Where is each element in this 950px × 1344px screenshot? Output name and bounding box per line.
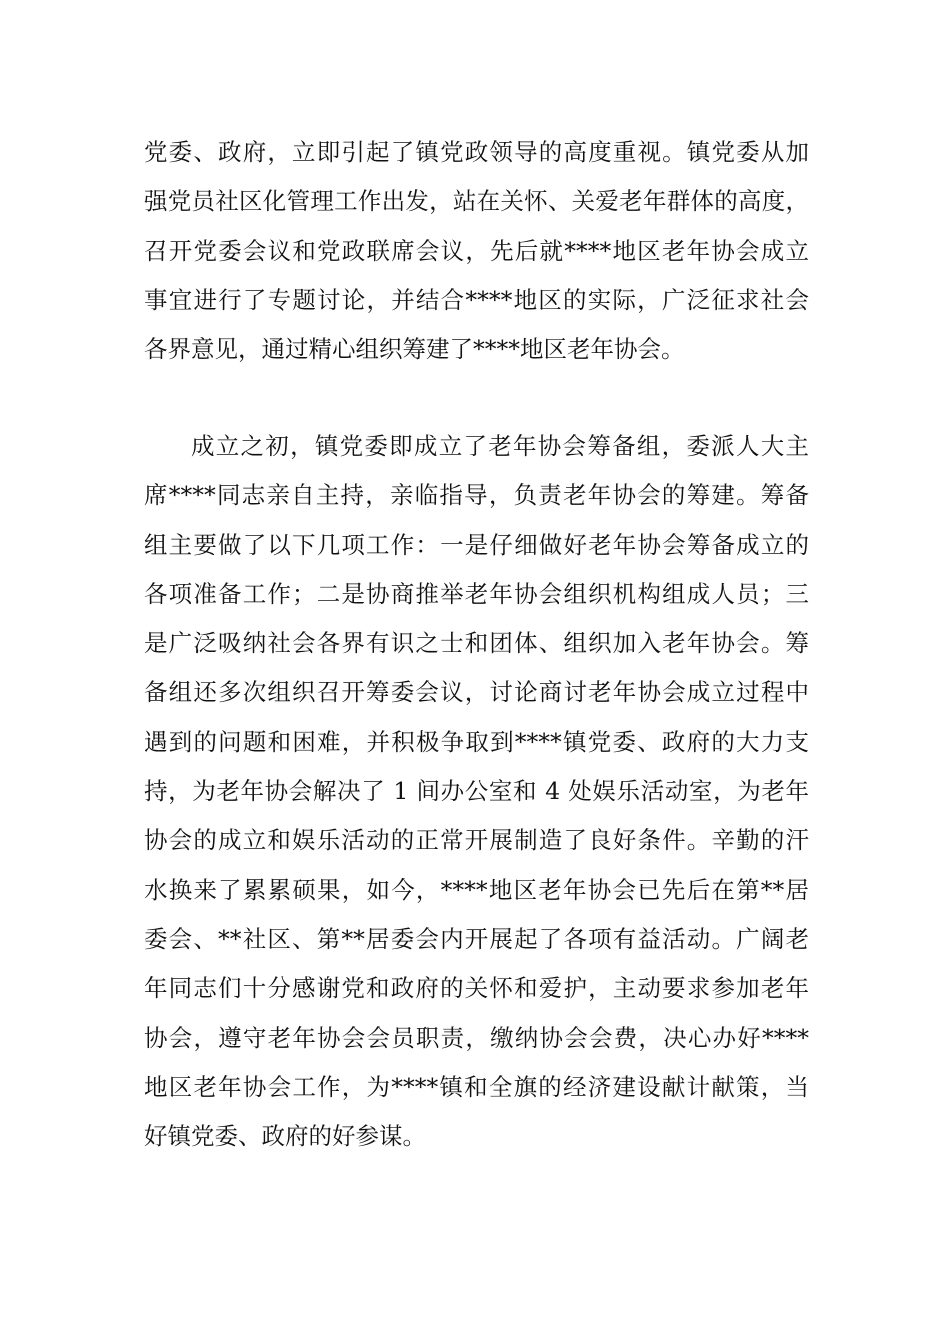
- paragraph-line: 持，为老年协会解决了 1 间办公室和 4 处娱乐活动室，为老年: [144, 777, 809, 806]
- paragraph-line: 成立之初，镇党委即成立了老年协会筹备组，委派人大主: [191, 432, 809, 460]
- paragraph-line: 备组还多次组织召开筹委会议，讨论商讨老年协会成立过程中: [144, 678, 809, 707]
- paragraph-line: 协会的成立和娱乐活动的正常开展制造了良好条件。辛勤的汗: [144, 826, 809, 855]
- paragraph-line: 席****同志亲自主持，亲临指导，负责老年协会的筹建。筹备: [144, 481, 809, 510]
- paragraph-line: 召开党委会议和党政联席会议，先后就****地区老年协会成立: [144, 236, 809, 265]
- paragraph-1: [144, 128, 809, 374]
- paragraph-line: 地区老年协会工作，为****镇和全旗的经济建设献计献策，当: [144, 1072, 809, 1101]
- paragraph-2: [144, 422, 809, 1161]
- paragraph-line: 组主要做了以下几项工作：一是仔细做好老年协会筹备成立的: [144, 530, 809, 559]
- paragraph-line: 委会、**社区、第**居委会内开展起了各项有益活动。广阔老: [144, 924, 809, 953]
- paragraph-line: 强党员社区化管理工作出发，站在关怀、关爱老年群体的高度，: [144, 187, 809, 216]
- paragraph-line: 协会，遵守老年协会会员职责，缴纳协会会费，决心办好****: [144, 1023, 809, 1052]
- paragraph-line: 年同志们十分感谢党和政府的关怀和爱护，主动要求参加老年: [144, 974, 809, 1003]
- paragraph-line: 遇到的问题和困难，并积极争取到****镇党委、政府的大力支: [144, 727, 809, 756]
- paragraph-line: 是广泛吸纳社会各界有识之士和团体、组织加入老年协会。筹: [144, 629, 809, 658]
- paragraph-line: 好镇党委、政府的好参谋。: [144, 1122, 426, 1151]
- paragraph-line: 党委、政府，立即引起了镇党政领导的高度重视。镇党委从加: [144, 138, 809, 166]
- paragraph-line: 事宜进行了专题讨论，并结合****地区的实际，广泛征求社会: [144, 285, 809, 314]
- paragraph-line: 各界意见，通过精心组织筹建了****地区老年协会。: [144, 335, 685, 364]
- paragraph-line: 水换来了累累硕果，如今，****地区老年协会已先后在第**居: [144, 875, 809, 904]
- paragraph-line: 各项准备工作；二是协商推举老年协会组织机构组成人员；三: [144, 579, 809, 608]
